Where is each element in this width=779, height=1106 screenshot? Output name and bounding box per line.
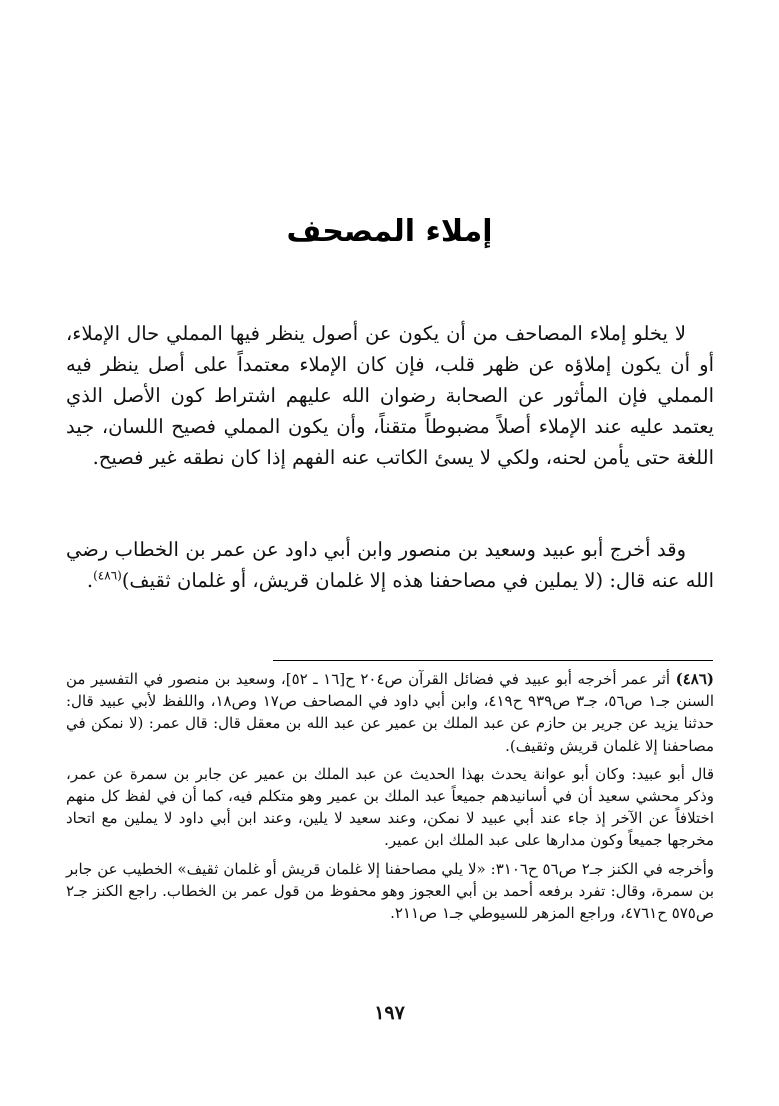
- footnote-part-1-text: أثر عمر أخرجه أبو عبيد في فضائل القرآن ص٢٠٤ ح[١٦ ـ ٥٢]، وسعيد بن منصور في التفسير من السنن جـ١ ص٥٦، جـ٣ ص٩٣٩ ح٤١٩، وابن أبي داود في المصاحف ص١٧ وص١٨، واللفظ لأبي عبيد قال: حدثنا يزيد عن جرير بن حازم عن عبد الملك بن عمير عن عبد الله بن معقل قال: قال عمر: (لا نمكن في مصاحفنا إلا غلمان قريش وثقيف).: [66, 670, 714, 755]
- paragraph-2-text: وقد أخرج أبو عبيد وسعيد بن منصور وابن أبي داود عن عمر بن الخطاب رضي الله عنه قال: (لا يملين في مصاحفنا هذه إلا غلمان قريش، أو غلمان ثقيف): [66, 538, 714, 592]
- chapter-title: إملاء المصحف: [286, 214, 493, 249]
- footnote-reference[interactable]: (٤٨٦): [93, 568, 122, 583]
- page-number: ١٩٧: [374, 1002, 405, 1024]
- footnote-divider: [273, 660, 713, 661]
- paragraph-1-text: لا يخلو إملاء المصاحف من أن يكون عن أصول ينظر فيها المملي حال الإملاء، أو أن يكون إملاؤه عن ظهر قلب، فإن كان الإملاء معتمداً على أصل ينظر فيه المملي فإن المأثور عن الصحابة رضوان الله عليهم اشتراط كون الأصل الذي يعتمد عليه عند الإملاء أصلاً مضبوطاً متقناً، وأن يكون المملي فصيح اللسان، جيد اللغة حتى يأمن لحنه، ولكي لا يسئ الكاتب عنه الفهم إذا كان نطقه غير فصيح.: [66, 322, 714, 469]
- footnotes: [66, 668, 714, 930]
- footnote-number: ( ٤٨٦ ): [676, 670, 714, 688]
- footnote-part-3: وأخرجه في الكنز جـ٢ ص٥٦ ح٣١٠٦: «لا يلي مصاحفنا إلا غلمان قريش أو غلمان ثقيف» الخطيب عن جابر بن سمرة، وقال: تفرد برفعه أحمد بن أبي العجوز وهو محفوظ من قول عمر بن الخطاب. راجع الكنز جـ٢ ص٥٧٥ ح٤٧٦١، وراجع المزهر للسيوطي جـ١ ص٢١١.: [66, 859, 714, 923]
- paragraph-2: [66, 534, 714, 596]
- footnote-part-1: [66, 668, 714, 757]
- paragraph-2-end: .: [86, 569, 94, 592]
- footnote-part-2: قال أبو عبيد: وكان أبو عوانة يحدث بهذا الحديث عن عبد الملك بن عمير عن جابر بن سمرة عن عمر، وذكر محشي سعيد أن في أسانيدهم جميعاً عبد الملك بن عمير وهو متكلم فيه، كما أن في لفظ كل منهم اختلافاً عن الآخر إذ جاء عند أبي عبيد لا نمكن، وعند سعيد لا يلين، وعند ابن أبي داود لا يملين مع اتحاد مخرجها جميعاً وكون مدارها على عبد الملك ابن عمير.: [66, 764, 714, 850]
- paragraph-1: [66, 318, 714, 473]
